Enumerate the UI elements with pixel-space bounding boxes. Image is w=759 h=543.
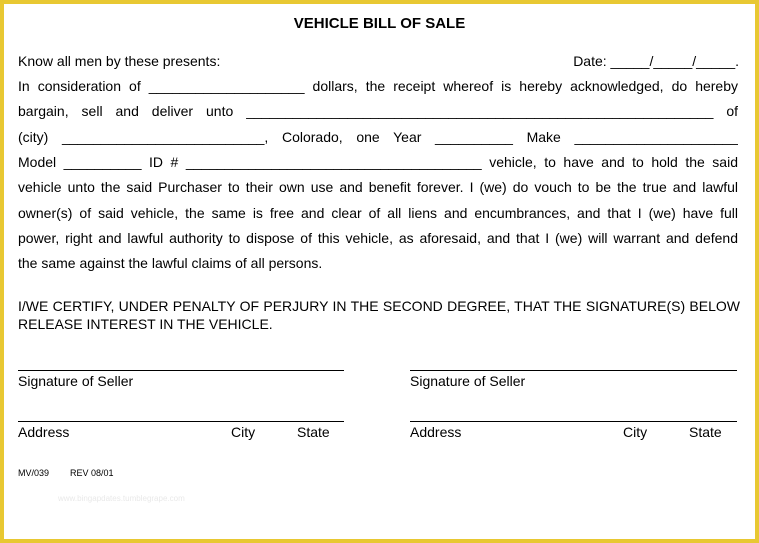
address-label-right: Address — [410, 424, 462, 440]
revision-date: REV 08/01 — [70, 468, 114, 478]
seller-signature-label-left: Signature of Seller — [18, 373, 134, 389]
intro-text: Know all men by these presents: — [18, 53, 221, 69]
seller-signature-line-right[interactable] — [410, 370, 737, 371]
body-line-1: In consideration of ____________________ dollars, the receipt whereof is hereby acknowledged, do hereby — [18, 78, 738, 94]
seller-signature-line-left[interactable] — [18, 370, 344, 371]
body-line-6: owner(s) of said vehicle, the same is free and clear of all liens and encumbrances, and that I (we) have full — [18, 205, 738, 221]
body-line-4: Model __________ ID # ______________________________________ vehicle, to have and to hold the said — [18, 154, 738, 170]
city-label-left: City — [231, 424, 256, 440]
body-line-8: the same against the lawful claims of all persons. — [18, 255, 323, 271]
seller-address-line-right[interactable] — [410, 421, 737, 422]
certification-text: I/WE CERTIFY, UNDER PENALTY OF PERJURY IN THE SECOND DEGREE, THAT THE SIGNATURE(S) BELOW RELEASE INTEREST IN THE VEHICLE. — [18, 298, 740, 332]
state-label-left: State — [297, 424, 330, 440]
body-line-7: power, right and lawful authority to dispose of this vehicle, as aforesaid, and that I (we) will warrant and defend — [18, 230, 738, 246]
date-field[interactable]: Date: _____/_____/_____. — [573, 53, 739, 69]
document-title: VEHICLE BILL OF SALE — [293, 15, 466, 32]
seller-signature-label-right: Signature of Seller — [410, 373, 526, 389]
seller-address-line-left[interactable] — [18, 421, 344, 422]
state-label-right: State — [689, 424, 722, 440]
body-line-3: (city) __________________________, Colorado, one Year __________ Make _____________________ — [18, 129, 738, 145]
watermark: www.bingapdates.tumblegrape.com — [58, 494, 185, 503]
city-label-right: City — [623, 424, 648, 440]
form-number: MV/039 — [18, 468, 50, 478]
body-line-2: bargain, sell and deliver unto ____________________________________________________________ of — [18, 103, 738, 119]
body-line-5: vehicle unto the said Purchaser to their own use and benefit forever. I (we) do vouch to be the true and lawful — [18, 179, 738, 195]
address-label-left: Address — [18, 424, 70, 440]
